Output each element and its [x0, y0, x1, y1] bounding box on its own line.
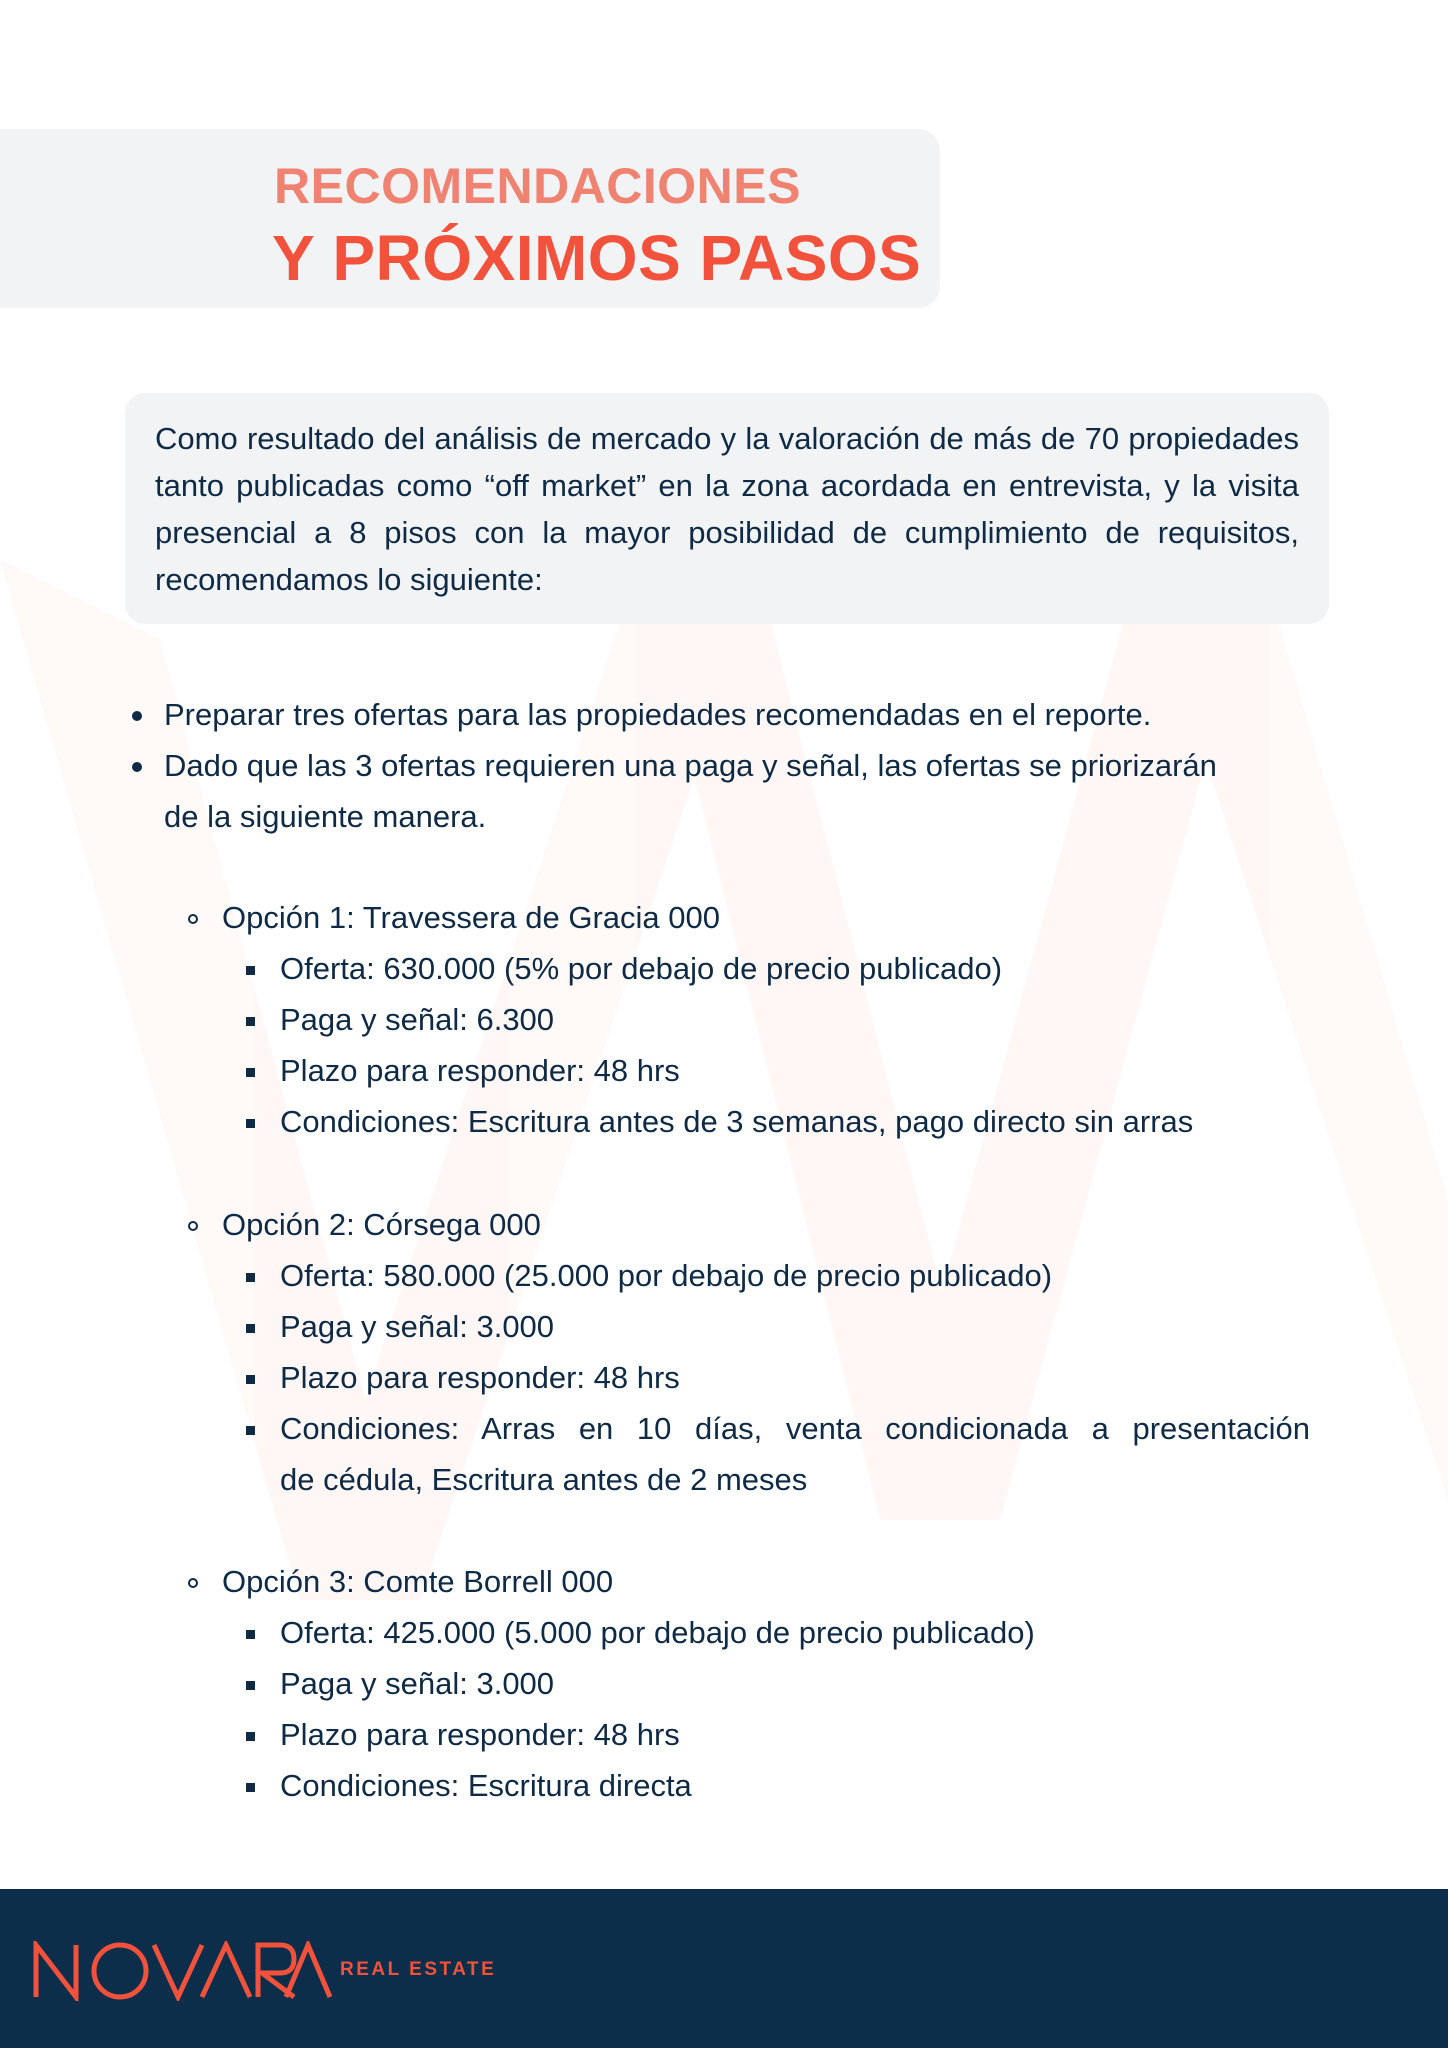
option-2-paga: Paga y señal: 3.000 — [280, 1309, 555, 1344]
square-bullet — [246, 1732, 255, 1741]
option-2-condiciones-continuation: de cédula, Escritura antes de 2 meses — [280, 1462, 808, 1497]
square-bullet — [246, 1375, 255, 1384]
title-block — [0, 129, 940, 308]
intro-box — [125, 393, 1329, 624]
square-bullet — [246, 1068, 255, 1077]
page-title-line2: Y PRÓXIMOS PASOS — [272, 222, 922, 294]
square-bullet — [246, 1324, 255, 1333]
footer — [0, 1889, 1448, 2048]
option-3-paga: Paga y señal: 3.000 — [280, 1666, 555, 1701]
option-1-plazo: Plazo para responder: 48 hrs — [280, 1053, 680, 1088]
option-2-condiciones: Condiciones: Arras en 10 días, venta condicionada a presentación — [280, 1411, 1310, 1446]
option-1-paga: Paga y señal: 6.300 — [280, 1002, 555, 1037]
page-title-line1: RECOMENDACIONES — [274, 158, 801, 214]
option-2-plazo: Plazo para responder: 48 hrs — [280, 1360, 680, 1395]
square-bullet — [246, 1681, 255, 1690]
option-3-plazo: Plazo para responder: 48 hrs — [280, 1717, 680, 1752]
option-circle-bullet — [188, 1221, 198, 1231]
novara-logo — [32, 1941, 332, 2001]
bullet-dot — [132, 762, 142, 772]
option-circle-bullet — [188, 1578, 198, 1588]
option-2-oferta: Oferta: 580.000 (25.000 por debajo de precio publicado) — [280, 1258, 1053, 1293]
list-item: Dado que las 3 ofertas requieren una paga y señal, las ofertas se priorizarán — [164, 748, 1217, 783]
square-bullet — [246, 1273, 255, 1282]
square-bullet — [246, 966, 255, 975]
intro-paragraph: Como resultado del análisis de mercado y la valoración de más de 70 propiedades tanto publicadas como “off market” en la zona acordada en entrevista, y la visita presencial a 8 pisos con la mayor posibilidad de cumplimiento de requisitos, recomendamos lo siguiente: — [155, 421, 1299, 597]
list-item: Preparar tres ofertas para las propiedades recomendadas en el reporte. — [164, 697, 1152, 732]
option-1-oferta: Oferta: 630.000 (5% por debajo de precio publicado) — [280, 951, 1003, 986]
option-1-condiciones: Condiciones: Escritura antes de 3 semanas, pago directo sin arras — [280, 1104, 1194, 1139]
square-bullet — [246, 1783, 255, 1792]
square-bullet — [246, 1017, 255, 1026]
bullet-dot — [132, 711, 142, 721]
square-bullet — [246, 1119, 255, 1128]
option-2-title: Opción 2: Córsega 000 — [222, 1207, 541, 1242]
option-1-title: Opción 1: Travessera de Gracia 000 — [222, 900, 720, 935]
square-bullet — [246, 1426, 255, 1435]
option-3-oferta: Oferta: 425.000 (5.000 por debajo de precio publicado) — [280, 1615, 1035, 1650]
option-3-title: Opción 3: Comte Borrell 000 — [222, 1564, 614, 1599]
logo-tagline: REAL ESTATE — [340, 1959, 497, 1980]
option-3-condiciones: Condiciones: Escritura directa — [280, 1768, 692, 1803]
list-item-continuation: de la siguiente manera. — [164, 799, 487, 834]
square-bullet — [246, 1630, 255, 1639]
option-circle-bullet — [188, 914, 198, 924]
